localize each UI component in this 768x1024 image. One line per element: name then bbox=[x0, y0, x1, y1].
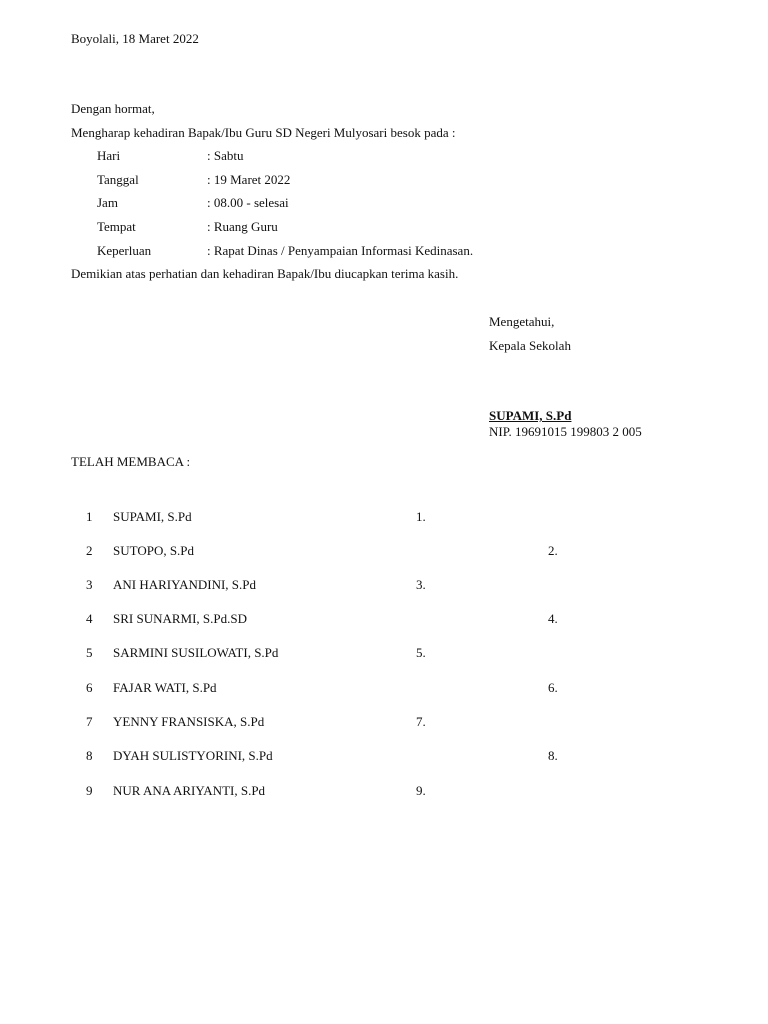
row-number: 8 bbox=[86, 748, 93, 763]
attendee-name: SARMINI SUSILOWATI, S.Pd bbox=[113, 645, 279, 660]
attendee-name: ANI HARIYANDINI, S.Pd bbox=[113, 577, 256, 592]
position-title: Kepala Sekolah bbox=[489, 338, 571, 353]
detail-value-date: : 19 Maret 2022 bbox=[207, 172, 291, 187]
signature-slot: 1. bbox=[416, 509, 426, 524]
attendee-name: YENNY FRANSISKA, S.Pd bbox=[113, 714, 265, 729]
signature-slot: 4. bbox=[548, 611, 558, 626]
row-number: 6 bbox=[86, 680, 93, 695]
row-number: 7 bbox=[86, 714, 93, 729]
row-number: 5 bbox=[86, 645, 93, 660]
row-number: 9 bbox=[86, 783, 93, 798]
detail-value-purpose: : Rapat Dinas / Penyampaian Informasi Kedinasan. bbox=[207, 243, 474, 258]
signatory-name: SUPAMI, S.Pd bbox=[489, 408, 572, 423]
place-date: Boyolali, 18 Maret 2022 bbox=[71, 31, 199, 46]
attendee-name: SRI SUNARMI, S.Pd.SD bbox=[113, 611, 248, 626]
attendee-name: SUTOPO, S.Pd bbox=[113, 543, 195, 558]
attendee-name: SUPAMI, S.Pd bbox=[113, 509, 192, 524]
signature-slot: 6. bbox=[548, 680, 558, 695]
attendee-name: NUR ANA ARIYANTI, S.Pd bbox=[113, 783, 266, 798]
read-heading: TELAH MEMBACA : bbox=[71, 454, 191, 469]
acknowledged-label: Mengetahui, bbox=[489, 314, 555, 329]
closing-text: Demikian atas perhatian dan kehadiran Bapak/Ibu diucapkan terima kasih. bbox=[71, 266, 459, 281]
row-number: 1 bbox=[86, 509, 93, 524]
detail-value-place: : Ruang Guru bbox=[207, 219, 278, 234]
detail-value-time: : 08.00 - selesai bbox=[207, 195, 289, 210]
signature-slot: 9. bbox=[416, 783, 426, 798]
detail-label-place: Tempat bbox=[97, 219, 136, 234]
signature-slot: 2. bbox=[548, 543, 558, 558]
signature-slot: 8. bbox=[548, 748, 558, 763]
detail-label-time: Jam bbox=[97, 195, 118, 210]
detail-label-day: Hari bbox=[97, 148, 121, 163]
row-number: 4 bbox=[86, 611, 93, 626]
signature-slot: 7. bbox=[416, 714, 426, 729]
intro-text: Mengharap kehadiran Bapak/Ibu Guru SD Negeri Mulyosari besok pada : bbox=[71, 125, 456, 140]
detail-label-date: Tanggal bbox=[97, 172, 139, 187]
detail-label-purpose: Keperluan bbox=[97, 243, 152, 258]
row-number: 3 bbox=[86, 577, 93, 592]
greeting: Dengan hormat, bbox=[71, 101, 155, 116]
signatory-nip: NIP. 19691015 199803 2 005 bbox=[489, 424, 642, 439]
signature-slot: 5. bbox=[416, 645, 426, 660]
attendee-name: DYAH SULISTYORINI, S.Pd bbox=[113, 748, 273, 763]
signature-slot: 3. bbox=[416, 577, 426, 592]
detail-value-day: : Sabtu bbox=[207, 148, 244, 163]
attendee-name: FAJAR WATI, S.Pd bbox=[113, 680, 217, 695]
row-number: 2 bbox=[86, 543, 93, 558]
